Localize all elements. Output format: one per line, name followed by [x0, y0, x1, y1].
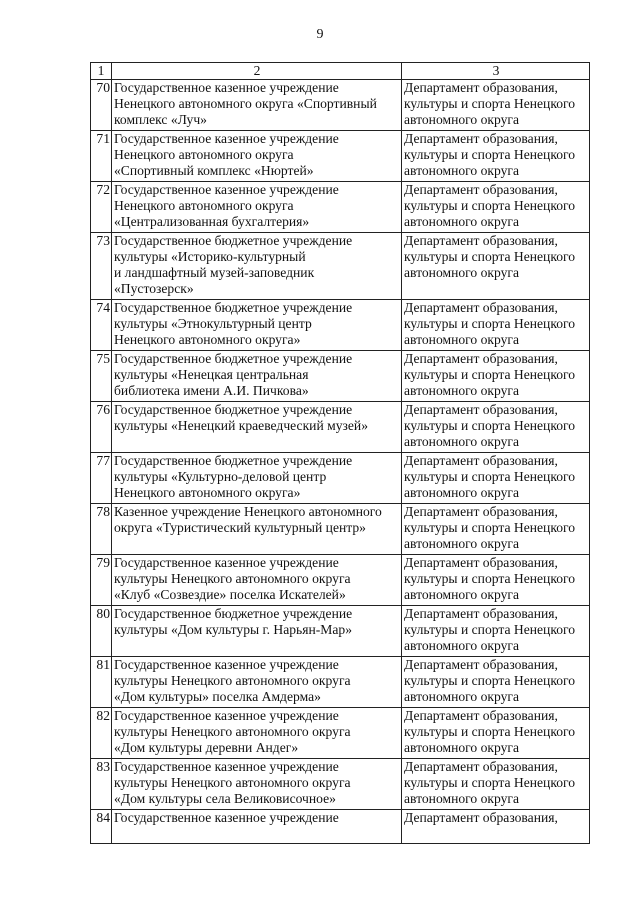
- department-line: культуры и спорта Ненецкого: [404, 316, 576, 331]
- department-line: Департамент образования,: [404, 182, 558, 197]
- table-row: [91, 402, 590, 453]
- institution-name-line: Ненецкого автономного округа»: [114, 332, 301, 347]
- row-number: 84: [91, 810, 112, 844]
- department-line: культуры и спорта Ненецкого: [404, 418, 576, 433]
- table-row: [91, 810, 590, 844]
- row-number: 79: [91, 555, 112, 606]
- department-line: Департамент образования,: [404, 351, 558, 366]
- department-line: Департамент образования,: [404, 657, 558, 672]
- institution-name-line: культуры «Этнокультурный центр: [114, 316, 312, 331]
- department-line: культуры и спорта Ненецкого: [404, 571, 576, 586]
- department-cell: [402, 708, 590, 759]
- institution-name-line: Государственное бюджетное учреждение: [114, 453, 353, 468]
- institution-name-cell: [112, 80, 402, 131]
- column-header-department: 3: [402, 63, 590, 80]
- department-line: Департамент образования,: [404, 300, 558, 315]
- institution-name-cell: [112, 233, 402, 300]
- institution-name-cell: [112, 182, 402, 233]
- institution-name-cell: [112, 453, 402, 504]
- row-number: 75: [91, 351, 112, 402]
- department-line: Департамент образования,: [404, 453, 558, 468]
- department-line: автономного округа: [404, 332, 520, 347]
- department-cell: [402, 300, 590, 351]
- department-line: культуры и спорта Ненецкого: [404, 673, 576, 688]
- department-line: автономного округа: [404, 434, 520, 449]
- department-line: культуры и спорта Ненецкого: [404, 249, 576, 264]
- department-line: культуры и спорта Ненецкого: [404, 469, 576, 484]
- department-line: автономного округа: [404, 740, 520, 755]
- institution-name-line: Государственное бюджетное учреждение: [114, 233, 353, 248]
- institution-name-line: «Спортивный комплекс «Нюртей»: [114, 163, 314, 178]
- department-line: Департамент образования,: [404, 131, 558, 146]
- institution-name-cell: [112, 657, 402, 708]
- department-cell: [402, 80, 590, 131]
- department-cell: [402, 657, 590, 708]
- column-header-number: 1: [91, 63, 112, 80]
- institution-name-line: культуры «Дом культуры г. Нарьян-Мар»: [114, 622, 352, 637]
- institution-name-line: библиотека имени А.И. Пичкова»: [114, 383, 309, 398]
- institution-name-line: Государственное казенное учреждение: [114, 759, 339, 774]
- institution-name-cell: [112, 351, 402, 402]
- department-line: Департамент образования,: [404, 402, 558, 417]
- department-line: автономного округа: [404, 638, 520, 653]
- institution-name-line: Государственное казенное учреждение: [114, 80, 339, 95]
- institution-name-cell: [112, 759, 402, 810]
- institution-name-line: Государственное бюджетное учреждение: [114, 351, 353, 366]
- row-number: 78: [91, 504, 112, 555]
- row-number: 83: [91, 759, 112, 810]
- department-line: автономного округа: [404, 689, 520, 704]
- table-row: [91, 453, 590, 504]
- institution-name-line: «Клуб «Созвездие» поселка Искателей»: [114, 587, 346, 602]
- institution-name-line: культуры Ненецкого автономного округа: [114, 775, 351, 790]
- department-line: автономного округа: [404, 383, 520, 398]
- institution-name-cell: [112, 555, 402, 606]
- department-cell: [402, 555, 590, 606]
- institution-name-line: и ландшафтный музей-заповедник: [114, 265, 315, 280]
- department-line: Департамент образования,: [404, 233, 558, 248]
- department-line: автономного округа: [404, 587, 520, 602]
- institution-name-line: Ненецкого автономного округа «Спортивный: [114, 96, 377, 111]
- department-cell: [402, 810, 590, 844]
- institution-name-line: «Дом культуры» поселка Амдерма»: [114, 689, 321, 704]
- institution-name-line: Государственное казенное учреждение: [114, 708, 339, 723]
- department-line: Департамент образования,: [404, 504, 558, 519]
- department-line: Департамент образования,: [404, 708, 558, 723]
- department-cell: [402, 504, 590, 555]
- department-line: культуры и спорта Ненецкого: [404, 96, 576, 111]
- row-number: 74: [91, 300, 112, 351]
- institution-name-line: Государственное бюджетное учреждение: [114, 606, 353, 621]
- institution-name-line: Государственное бюджетное учреждение: [114, 402, 353, 417]
- row-number: 77: [91, 453, 112, 504]
- department-line: Департамент образования,: [404, 810, 558, 825]
- institution-name-line: «Дом культуры деревни Андег»: [114, 740, 299, 755]
- department-line: автономного округа: [404, 791, 520, 806]
- department-line: культуры и спорта Ненецкого: [404, 520, 576, 535]
- table-row: [91, 351, 590, 402]
- registry-table-body: [91, 63, 590, 844]
- department-line: культуры и спорта Ненецкого: [404, 622, 576, 637]
- table-row: [91, 80, 590, 131]
- row-number: 71: [91, 131, 112, 182]
- institution-name-line: культуры Ненецкого автономного округа: [114, 724, 351, 739]
- registry-table: [90, 62, 590, 844]
- department-line: культуры и спорта Ненецкого: [404, 147, 576, 162]
- department-cell: [402, 402, 590, 453]
- table-row: [91, 182, 590, 233]
- row-number: 81: [91, 657, 112, 708]
- department-line: культуры и спорта Ненецкого: [404, 775, 576, 790]
- table-row: [91, 300, 590, 351]
- institution-name-line: Государственное бюджетное учреждение: [114, 300, 353, 315]
- institution-name-line: Государственное казенное учреждение: [114, 182, 339, 197]
- department-line: Департамент образования,: [404, 555, 558, 570]
- department-cell: [402, 131, 590, 182]
- institution-name-line: «Дом культуры села Великовисочное»: [114, 791, 336, 806]
- row-number: 72: [91, 182, 112, 233]
- table-row: [91, 504, 590, 555]
- institution-name-cell: [112, 708, 402, 759]
- department-line: автономного округа: [404, 485, 520, 500]
- institution-name-line: культуры Ненецкого автономного округа: [114, 673, 351, 688]
- department-line: культуры и спорта Ненецкого: [404, 724, 576, 739]
- department-cell: [402, 759, 590, 810]
- row-number: 82: [91, 708, 112, 759]
- table-header-row: [91, 63, 590, 80]
- department-cell: [402, 351, 590, 402]
- institution-name-line: культуры «Ненецкий краеведческий музей»: [114, 418, 368, 433]
- department-line: культуры и спорта Ненецкого: [404, 367, 576, 382]
- table-row: [91, 708, 590, 759]
- institution-name-cell: [112, 504, 402, 555]
- department-cell: [402, 182, 590, 233]
- department-cell: [402, 233, 590, 300]
- department-line: культуры и спорта Ненецкого: [404, 198, 576, 213]
- department-line: автономного округа: [404, 112, 520, 127]
- department-cell: [402, 606, 590, 657]
- department-line: Департамент образования,: [404, 759, 558, 774]
- institution-name-line: Ненецкого автономного округа: [114, 198, 294, 213]
- department-line: автономного округа: [404, 163, 520, 178]
- institution-name-line: «Пустозерск»: [114, 281, 194, 296]
- row-number: 80: [91, 606, 112, 657]
- row-number: 70: [91, 80, 112, 131]
- institution-name-line: Государственное казенное учреждение: [114, 810, 339, 825]
- institution-name-cell: [112, 131, 402, 182]
- institution-name-line: Ненецкого автономного округа»: [114, 485, 301, 500]
- table-row: [91, 131, 590, 182]
- table-row: [91, 606, 590, 657]
- table-row: [91, 555, 590, 606]
- column-header-name: 2: [112, 63, 402, 80]
- institution-name-line: Государственное казенное учреждение: [114, 131, 339, 146]
- row-number: 76: [91, 402, 112, 453]
- institution-name-line: Государственное казенное учреждение: [114, 555, 339, 570]
- institution-name-line: Государственное казенное учреждение: [114, 657, 339, 672]
- institution-name-line: культуры «Историко-культурный: [114, 249, 306, 264]
- department-line: Департамент образования,: [404, 606, 558, 621]
- department-line: автономного округа: [404, 536, 520, 551]
- table-row: [91, 759, 590, 810]
- institution-name-line: Ненецкого автономного округа: [114, 147, 294, 162]
- institution-name-line: Казенное учреждение Ненецкого автономного: [114, 504, 382, 519]
- table-row: [91, 657, 590, 708]
- department-cell: [402, 453, 590, 504]
- institution-name-line: комплекс «Луч»: [114, 112, 207, 127]
- institution-name-line: культуры «Культурно-деловой центр: [114, 469, 327, 484]
- page-number: 9: [316, 27, 324, 42]
- institution-name-line: округа «Туристический культурный центр»: [114, 520, 366, 535]
- institution-name-cell: [112, 606, 402, 657]
- institution-name-line: культуры Ненецкого автономного округа: [114, 571, 351, 586]
- institution-name-line: культуры «Ненецкая центральная: [114, 367, 309, 382]
- institution-name-cell: [112, 402, 402, 453]
- row-number: 73: [91, 233, 112, 300]
- institution-name-cell: [112, 810, 402, 844]
- department-line: автономного округа: [404, 265, 520, 280]
- institution-name-cell: [112, 300, 402, 351]
- institution-name-line: «Централизованная бухгалтерия»: [114, 214, 310, 229]
- department-line: автономного округа: [404, 214, 520, 229]
- department-line: Департамент образования,: [404, 80, 558, 95]
- table-row: [91, 233, 590, 300]
